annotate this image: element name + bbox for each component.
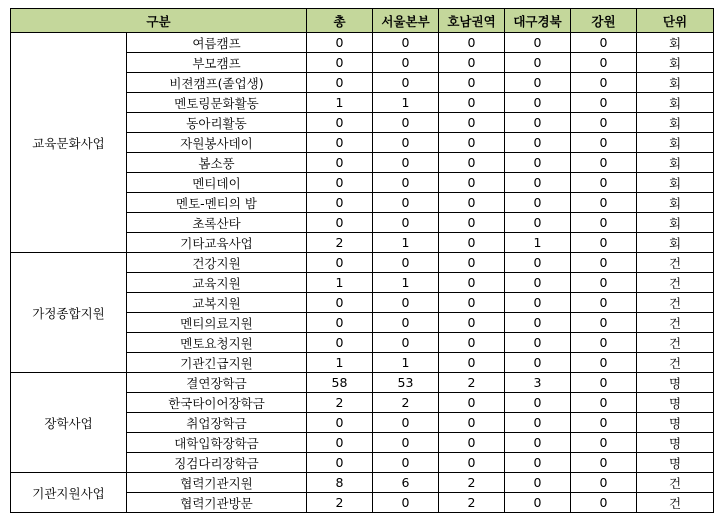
total-cell: 0 (307, 53, 373, 73)
honam-cell: 0 (439, 233, 505, 253)
seoul-cell: 1 (373, 233, 439, 253)
table-row (11, 253, 714, 273)
daegu-cell: 0 (505, 213, 571, 233)
total-cell: 0 (307, 453, 373, 473)
table-row (11, 373, 714, 393)
seoul-cell: 0 (373, 413, 439, 433)
honam-cell: 0 (439, 393, 505, 413)
seoul-cell: 0 (373, 493, 439, 513)
seoul-cell: 0 (373, 33, 439, 53)
honam-cell: 0 (439, 133, 505, 153)
total-cell: 0 (307, 73, 373, 93)
seoul-cell: 0 (373, 153, 439, 173)
honam-cell: 0 (439, 193, 505, 213)
daegu-cell: 0 (505, 33, 571, 53)
daegu-cell: 0 (505, 433, 571, 453)
gangwon-cell: 0 (571, 413, 637, 433)
gangwon-cell: 0 (571, 333, 637, 353)
honam-cell: 0 (439, 53, 505, 73)
total-cell: 0 (307, 433, 373, 453)
unit-cell: 명 (637, 373, 714, 393)
honam-cell: 0 (439, 33, 505, 53)
seoul-cell: 0 (373, 293, 439, 313)
unit-cell: 회 (637, 93, 714, 113)
unit-cell: 건 (637, 293, 714, 313)
honam-cell: 0 (439, 113, 505, 133)
unit-cell: 회 (637, 173, 714, 193)
honam-cell: 0 (439, 173, 505, 193)
honam-cell: 0 (439, 93, 505, 113)
daegu-cell: 0 (505, 453, 571, 473)
item-name-cell: 멘토링문화활동 (127, 93, 307, 113)
unit-cell: 건 (637, 473, 714, 493)
unit-cell: 회 (637, 33, 714, 53)
daegu-cell: 0 (505, 333, 571, 353)
unit-cell: 회 (637, 73, 714, 93)
total-cell: 0 (307, 213, 373, 233)
group-label-cell: 장학사업 (11, 373, 127, 473)
unit-cell: 회 (637, 113, 714, 133)
item-name-cell: 멘토요청지원 (127, 333, 307, 353)
total-cell: 0 (307, 173, 373, 193)
table-body (11, 33, 714, 513)
gangwon-cell: 0 (571, 433, 637, 453)
total-cell: 8 (307, 473, 373, 493)
daegu-cell: 0 (505, 493, 571, 513)
unit-cell: 건 (637, 353, 714, 373)
total-cell: 2 (307, 393, 373, 413)
daegu-cell: 0 (505, 53, 571, 73)
item-name-cell: 봄소풍 (127, 153, 307, 173)
item-name-cell: 협력기관방문 (127, 493, 307, 513)
header-total: 총 (307, 9, 373, 33)
total-cell: 58 (307, 373, 373, 393)
item-name-cell: 자원봉사데이 (127, 133, 307, 153)
total-cell: 1 (307, 353, 373, 373)
total-cell: 0 (307, 153, 373, 173)
total-cell: 0 (307, 113, 373, 133)
gangwon-cell: 0 (571, 353, 637, 373)
gangwon-cell: 0 (571, 373, 637, 393)
total-cell: 0 (307, 333, 373, 353)
unit-cell: 회 (637, 133, 714, 153)
item-name-cell: 기타교육사업 (127, 233, 307, 253)
seoul-cell: 6 (373, 473, 439, 493)
total-cell: 0 (307, 33, 373, 53)
total-cell: 1 (307, 273, 373, 293)
seoul-cell: 0 (373, 433, 439, 453)
daegu-cell: 0 (505, 173, 571, 193)
item-name-cell: 비젼캠프(졸업생) (127, 73, 307, 93)
honam-cell: 0 (439, 293, 505, 313)
total-cell: 2 (307, 233, 373, 253)
gangwon-cell: 0 (571, 473, 637, 493)
daegu-cell: 0 (505, 473, 571, 493)
total-cell: 0 (307, 193, 373, 213)
item-name-cell: 교복지원 (127, 293, 307, 313)
unit-cell: 명 (637, 413, 714, 433)
seoul-cell: 1 (373, 93, 439, 113)
item-name-cell: 멘토-멘티의 밤 (127, 193, 307, 213)
item-name-cell: 대학입학장학금 (127, 433, 307, 453)
unit-cell: 회 (637, 153, 714, 173)
total-cell: 0 (307, 133, 373, 153)
unit-cell: 회 (637, 53, 714, 73)
seoul-cell: 0 (373, 73, 439, 93)
item-name-cell: 부모캠프 (127, 53, 307, 73)
item-name-cell: 결연장학금 (127, 373, 307, 393)
group-label-cell: 가정종합지원 (11, 253, 127, 373)
seoul-cell: 0 (373, 173, 439, 193)
seoul-cell: 0 (373, 193, 439, 213)
item-name-cell: 교육지원 (127, 273, 307, 293)
daegu-cell: 1 (505, 233, 571, 253)
honam-cell: 2 (439, 493, 505, 513)
total-cell: 0 (307, 293, 373, 313)
gangwon-cell: 0 (571, 173, 637, 193)
item-name-cell: 한국타이어장학금 (127, 393, 307, 413)
unit-cell: 건 (637, 253, 714, 273)
daegu-cell: 0 (505, 153, 571, 173)
daegu-cell: 0 (505, 353, 571, 373)
honam-cell: 0 (439, 353, 505, 373)
unit-cell: 명 (637, 393, 714, 413)
item-name-cell: 취업장학금 (127, 413, 307, 433)
header-daegu: 대구경북 (505, 9, 571, 33)
gangwon-cell: 0 (571, 93, 637, 113)
total-cell: 0 (307, 313, 373, 333)
table-header (11, 9, 714, 33)
table-row (11, 33, 714, 53)
daegu-cell: 0 (505, 313, 571, 333)
seoul-cell: 2 (373, 393, 439, 413)
daegu-cell: 0 (505, 93, 571, 113)
gangwon-cell: 0 (571, 213, 637, 233)
gangwon-cell: 0 (571, 393, 637, 413)
seoul-cell: 0 (373, 53, 439, 73)
unit-cell: 명 (637, 453, 714, 473)
item-name-cell: 협력기관지원 (127, 473, 307, 493)
unit-cell: 회 (637, 233, 714, 253)
unit-cell: 건 (637, 273, 714, 293)
gangwon-cell: 0 (571, 73, 637, 93)
item-name-cell: 멘티의료지원 (127, 313, 307, 333)
total-cell: 0 (307, 413, 373, 433)
honam-cell: 0 (439, 153, 505, 173)
honam-cell: 2 (439, 373, 505, 393)
gangwon-cell: 0 (571, 493, 637, 513)
daegu-cell: 0 (505, 193, 571, 213)
gangwon-cell: 0 (571, 253, 637, 273)
gangwon-cell: 0 (571, 133, 637, 153)
daegu-cell: 0 (505, 293, 571, 313)
seoul-cell: 0 (373, 333, 439, 353)
header-honam: 호남권역 (439, 9, 505, 33)
group-label-cell: 기관지원사업 (11, 473, 127, 513)
honam-cell: 2 (439, 473, 505, 493)
gangwon-cell: 0 (571, 313, 637, 333)
header-seoul: 서울본부 (373, 9, 439, 33)
program-statistics-table (10, 8, 714, 513)
daegu-cell: 0 (505, 73, 571, 93)
honam-cell: 0 (439, 433, 505, 453)
gangwon-cell: 0 (571, 33, 637, 53)
seoul-cell: 1 (373, 353, 439, 373)
seoul-cell: 1 (373, 273, 439, 293)
gangwon-cell: 0 (571, 53, 637, 73)
gangwon-cell: 0 (571, 153, 637, 173)
header-category: 구분 (11, 9, 307, 33)
item-name-cell: 건강지원 (127, 253, 307, 273)
honam-cell: 0 (439, 333, 505, 353)
seoul-cell: 53 (373, 373, 439, 393)
total-cell: 2 (307, 493, 373, 513)
item-name-cell: 징검다리장학금 (127, 453, 307, 473)
honam-cell: 0 (439, 413, 505, 433)
daegu-cell: 0 (505, 133, 571, 153)
daegu-cell: 0 (505, 253, 571, 273)
honam-cell: 0 (439, 273, 505, 293)
seoul-cell: 0 (373, 313, 439, 333)
unit-cell: 회 (637, 193, 714, 213)
unit-cell: 건 (637, 313, 714, 333)
unit-cell: 건 (637, 493, 714, 513)
gangwon-cell: 0 (571, 113, 637, 133)
honam-cell: 0 (439, 313, 505, 333)
item-name-cell: 초록산타 (127, 213, 307, 233)
seoul-cell: 0 (373, 213, 439, 233)
gangwon-cell: 0 (571, 233, 637, 253)
gangwon-cell: 0 (571, 273, 637, 293)
unit-cell: 건 (637, 333, 714, 353)
honam-cell: 0 (439, 453, 505, 473)
daegu-cell: 0 (505, 413, 571, 433)
group-label-cell: 교육문화사업 (11, 33, 127, 253)
gangwon-cell: 0 (571, 453, 637, 473)
item-name-cell: 여름캠프 (127, 33, 307, 53)
seoul-cell: 0 (373, 133, 439, 153)
item-name-cell: 기관긴급지원 (127, 353, 307, 373)
item-name-cell: 동아리활동 (127, 113, 307, 133)
daegu-cell: 3 (505, 373, 571, 393)
header-unit: 단위 (637, 9, 714, 33)
unit-cell: 명 (637, 433, 714, 453)
daegu-cell: 0 (505, 113, 571, 133)
gangwon-cell: 0 (571, 193, 637, 213)
gangwon-cell: 0 (571, 293, 637, 313)
total-cell: 0 (307, 253, 373, 273)
unit-cell: 회 (637, 213, 714, 233)
header-row (11, 9, 714, 33)
honam-cell: 0 (439, 73, 505, 93)
honam-cell: 0 (439, 213, 505, 233)
seoul-cell: 0 (373, 113, 439, 133)
honam-cell: 0 (439, 253, 505, 273)
seoul-cell: 0 (373, 453, 439, 473)
daegu-cell: 0 (505, 393, 571, 413)
seoul-cell: 0 (373, 253, 439, 273)
table-row (11, 473, 714, 493)
daegu-cell: 0 (505, 273, 571, 293)
total-cell: 1 (307, 93, 373, 113)
header-gangwon: 강원 (571, 9, 637, 33)
item-name-cell: 멘티데이 (127, 173, 307, 193)
